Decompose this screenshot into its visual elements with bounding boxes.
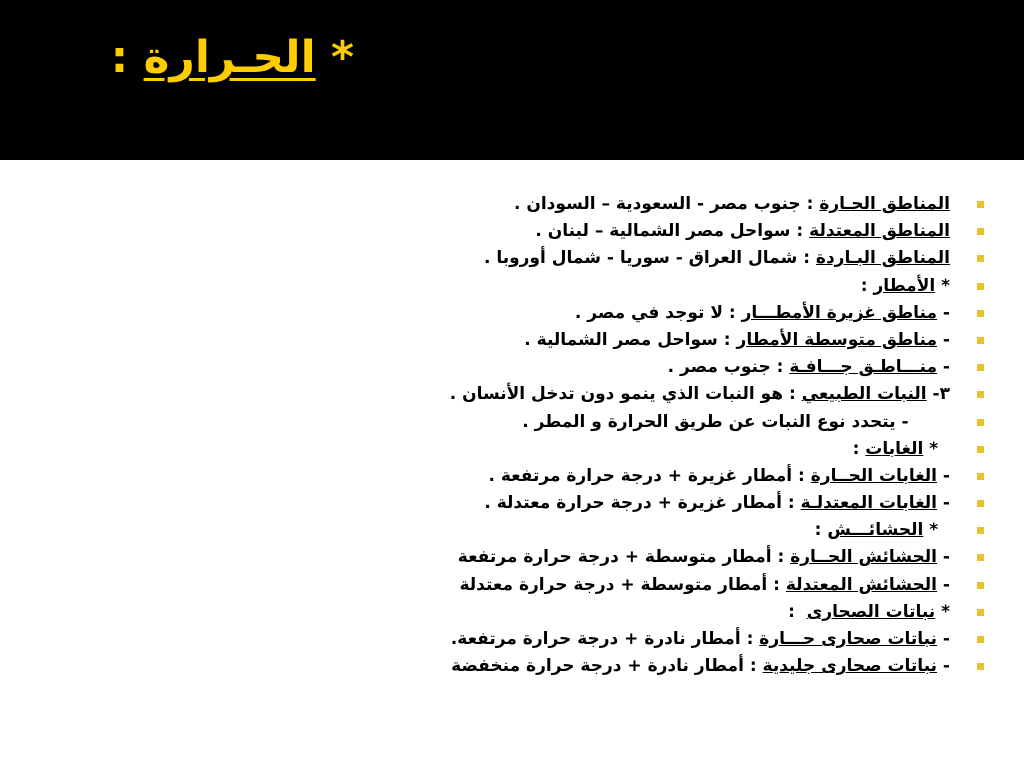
list-item <box>190 517 950 544</box>
list-item <box>190 245 950 272</box>
item-label: الأمطار <box>873 275 936 296</box>
item-lead: - <box>937 302 950 323</box>
item-text: : جنوب مصر . <box>667 357 790 378</box>
item-text: : أمطار غزيرة + درجة حرارة معتدلة . <box>484 493 801 514</box>
list-item <box>190 191 950 218</box>
item-lead: - <box>937 656 950 677</box>
title-suffix: : <box>110 32 144 83</box>
item-lead: - <box>895 411 950 432</box>
bullet-square-icon <box>977 391 984 398</box>
item-label: المناطق البـاردة <box>815 248 950 269</box>
bullet-square-icon <box>977 310 984 317</box>
list-item <box>190 653 950 680</box>
bullet-square-icon <box>977 364 984 371</box>
item-lead: - <box>937 547 950 568</box>
bullet-square-icon <box>977 337 984 344</box>
item-label: منـــاطـق جـــافـة <box>789 357 938 378</box>
item-text: : جنوب مصر - السعودية – السودان . <box>513 194 820 214</box>
list-item <box>190 599 950 626</box>
bullet-square-icon <box>977 582 984 589</box>
list-item <box>190 463 950 490</box>
item-text: : أمطار نادرة + درجة حرارة مرتفعة. <box>450 629 760 649</box>
item-text: : <box>860 275 874 296</box>
list-item <box>190 354 950 381</box>
bullet-square-icon <box>977 283 984 290</box>
list-item <box>190 381 950 408</box>
bullet-square-icon <box>977 473 984 480</box>
item-lead: * <box>923 520 950 541</box>
bullet-square-icon <box>977 636 984 643</box>
item-text: يتحدد نوع النبات عن طريق الحرارة و المطر . <box>522 411 896 432</box>
item-text: : أمطار متوسطة + درجة حرارة معتدلة <box>459 574 786 595</box>
list-item <box>190 572 950 599</box>
list-item <box>190 327 950 354</box>
item-text: : أمطار نادرة + درجة حرارة منخفضة <box>451 656 763 677</box>
item-lead: - <box>937 629 950 649</box>
item-text: : هو النبات الذي ينمو دون تدخل الأنسان . <box>449 384 802 405</box>
item-text: : <box>852 438 866 459</box>
item-label: الحشائـــش <box>827 520 924 541</box>
bullet-square-icon <box>977 500 984 507</box>
item-label: مناطق غزيرة الأمطـــار <box>741 302 938 323</box>
content-area <box>0 160 1024 768</box>
bullet-square-icon <box>977 228 984 235</box>
list-item <box>190 544 950 571</box>
list-item <box>190 490 950 517</box>
list-item <box>190 409 950 436</box>
item-label: نباتات صحارى جليدية <box>762 656 938 677</box>
item-label: الحشائش المعتدلة <box>785 574 938 595</box>
list-item <box>190 218 950 245</box>
bullet-square-icon <box>977 527 984 534</box>
item-lead: - <box>937 329 950 350</box>
title-prefix: * <box>315 32 354 83</box>
list-item <box>190 436 950 463</box>
item-label: المناطق المعتدلة <box>809 221 950 242</box>
item-lead: - <box>937 574 950 595</box>
item-lead: - <box>937 357 950 378</box>
item-text: : أمطار متوسطة + درجة حرارة مرتفعة <box>457 547 791 568</box>
item-lead: * <box>935 601 950 622</box>
item-lead: ٣- <box>926 384 950 405</box>
item-label: الحشائش الحــارة <box>790 547 938 568</box>
slide-title <box>111 28 354 88</box>
bullet-square-icon <box>977 419 984 426</box>
item-label: النبات الطبيعي <box>801 384 927 405</box>
list-item <box>190 273 950 300</box>
item-lead: * <box>935 275 950 296</box>
item-label: مناطق متوسطة الأمطار <box>736 329 938 350</box>
bullet-list <box>190 191 950 680</box>
item-text: : سواحل مصر الشمالية – لبنان . <box>535 221 810 242</box>
bullet-square-icon <box>977 609 984 616</box>
bullet-square-icon <box>977 201 984 208</box>
list-item <box>190 300 950 327</box>
item-label: الغابات المعتدلـة <box>800 493 938 514</box>
item-label: الغابات الحــارة <box>810 465 938 486</box>
item-text: : سواحل مصر الشمالية . <box>524 329 737 350</box>
item-lead: - <box>937 493 950 514</box>
item-text: : <box>788 601 807 622</box>
bullet-square-icon <box>977 554 984 561</box>
item-label: نباتات صحارى حـــارة <box>759 629 938 649</box>
bullet-square-icon <box>977 663 984 670</box>
list-item <box>190 626 950 653</box>
title-main: الحـرارة <box>143 32 316 83</box>
item-label: نباتات الصحارى <box>806 601 936 622</box>
item-label: المناطق الحـارة <box>819 194 950 214</box>
item-text: : لا توجد في مصر . <box>574 302 742 323</box>
item-lead: * <box>923 438 950 459</box>
item-text: : أمطار غزيرة + درجة حرارة مرتفعة . <box>488 465 811 486</box>
bullet-square-icon <box>977 255 984 262</box>
title-bar <box>0 0 1024 160</box>
item-lead: - <box>937 465 950 486</box>
item-label: الغابات <box>865 438 924 459</box>
bullet-square-icon <box>977 446 984 453</box>
item-text: : <box>814 520 828 541</box>
item-text: : شمال العراق - سوريا - شمال أوروبا . <box>483 248 816 269</box>
